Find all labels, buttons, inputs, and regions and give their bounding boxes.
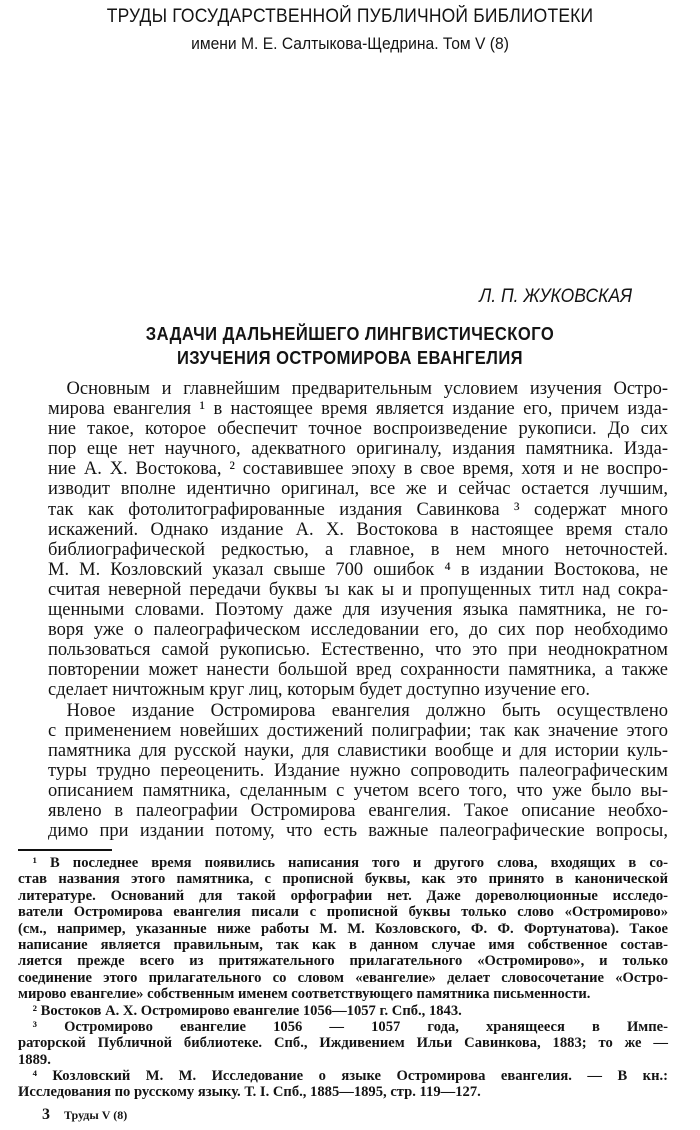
text-line: повторении может нанести большой вред сохранности памятника, а также bbox=[48, 660, 668, 681]
text-line: ¹ В последнее время появились написания того и другого слова, входящих в со- bbox=[18, 855, 668, 871]
journal-title: ТРУДЫ ГОСУДАРСТВЕННОЙ ПУБЛИЧНОЙ БИБЛИОТЕКИ bbox=[106, 6, 594, 27]
signature-number: 3 bbox=[42, 1106, 50, 1123]
article-body bbox=[48, 379, 668, 841]
text-line: раторской Публичной библиотеке. Спб., Иждивением Ильи Савинкова, 1883; то же — bbox=[18, 1035, 668, 1052]
text-line: соединение этого прилагательного со словом «евангелие» делает словосочетание «Остро- bbox=[18, 969, 668, 986]
article-title-line: ЗАДАЧИ ДАЛЬНЕЙШЕГО ЛИНГВИСТИЧЕСКОГО bbox=[145, 324, 555, 344]
signature-label: Труды V (8) bbox=[64, 1108, 128, 1122]
text-line: щенными словами. Поэтому даже для изучения языка памятника, не го- bbox=[48, 600, 668, 621]
text-line: пор еще нет научного, адекватного оригиналу, издания памятника. Изда- bbox=[48, 439, 668, 460]
text-line: туры трудно переоценить. Издание нужно сопроводить палеографическим bbox=[48, 760, 668, 781]
article-title-line: ИЗУЧЕНИЯ ОСТРОМИРОВА ЕВАНГЕЛИЯ bbox=[176, 348, 524, 368]
text-line: Исследования по русскому языку. Т. I. Спб., 1885—1895, стр. 119—127. bbox=[18, 1084, 481, 1101]
text-line: с применением новейших достижений полиграфии; так как значение этого bbox=[48, 720, 668, 741]
text-line: став названия этого памятника, с прописной буквы, как это принято в канонической bbox=[18, 871, 668, 888]
text-line: М. М. Козловский указал свыше 700 ошибок ⁴ в издании Востокова, не bbox=[48, 559, 668, 580]
text-line: мирова евангелия ¹ в настоящее время является издание его, причем изда- bbox=[48, 399, 668, 420]
text-line: ² Востоков А. Х. Остромирово евангелие 1056—1057 г. Спб., 1843. bbox=[18, 1002, 462, 1019]
text-line: ние такое, которое обеспечит точное воспроизведение рукописи. До сих bbox=[48, 419, 668, 440]
journal-subtitle: имени М. Е. Салтыкова-Щедрина. Том V (8) bbox=[191, 34, 509, 53]
text-line: Основным и главнейшим предварительным условием изучения Остро- bbox=[48, 379, 668, 399]
text-line: описанием памятника, сделанным с учетом всего того, что уже было вы- bbox=[48, 780, 668, 801]
page-footer bbox=[42, 1106, 127, 1124]
text-line: сделает ничтожным круг лиц, которым будет доступно изучение его. bbox=[48, 680, 590, 701]
article-author: Л. П. ЖУКОВСКАЯ bbox=[479, 286, 632, 307]
text-line: мирово евангелие» собственным именем соответствующего памятника письменности. bbox=[18, 986, 591, 1003]
footnotes bbox=[18, 855, 668, 1101]
text-line: воря уже о палеографическом исследовании его, до сих пор необходимо bbox=[48, 620, 668, 641]
text-line: ние А. Х. Востокова, ² составившее эпоху в свое время, хотя и не воспро- bbox=[48, 459, 668, 480]
text-line: ⁴ Козловский М. М. Исследование о языке Остромирова евангелия. — В кн.: bbox=[18, 1068, 668, 1085]
text-line: написание является правильным, так как в данном случае имя собственное состав- bbox=[18, 936, 668, 953]
text-line: пользоваться самой рукописью. Естественно, что это при неоднократном bbox=[48, 640, 668, 661]
text-line: так как фотолитографированные издания Савинкова ³ содержат много bbox=[48, 499, 668, 520]
footnote-divider bbox=[18, 849, 112, 851]
text-line: димо при издании потому, что есть важные палеографические вопросы, bbox=[48, 821, 668, 842]
text-line: искажений. Однако издание А. Х. Востокова в настоящее время стало bbox=[48, 519, 668, 540]
text-line: 1889. bbox=[18, 1051, 51, 1068]
text-line: ватели Остромирова евангелия писали с прописной буквы только слово «Остромирово» bbox=[18, 904, 668, 921]
text-line: литературе. Оснований для такой орфографии нет. Даже дореволюционные исследо- bbox=[18, 887, 668, 904]
text-line: считая неверной передачи буквы ъı как ы и пропущенных титл над сокра- bbox=[48, 579, 668, 600]
text-line: (см., например, указанные ниже работы М. М. Козловского, Ф. Ф. Фортунатова). Такое bbox=[18, 920, 668, 937]
text-line: библиографической редкостью, а главное, в нем много неточностей. bbox=[48, 539, 668, 560]
text-line: ляется прежде всего из притяжательного прилагательного «Остромирово», и только bbox=[18, 953, 668, 970]
text-line: ³ Остромирово евангелие 1056 — 1057 года, хранящееся в Импе- bbox=[18, 1018, 668, 1035]
text-line: явлено в палеографии Остромирова евангелия. Такое описание необхо- bbox=[48, 800, 668, 821]
text-line: Новое издание Остромирова евангелия должно быть осуществлено bbox=[48, 700, 668, 721]
text-line: памятника для русской науки, для славистики вообще и для истории куль- bbox=[48, 740, 668, 761]
text-line: изводит вполне идентично оригинал, все же и сейчас остается лучшим, bbox=[48, 479, 668, 500]
